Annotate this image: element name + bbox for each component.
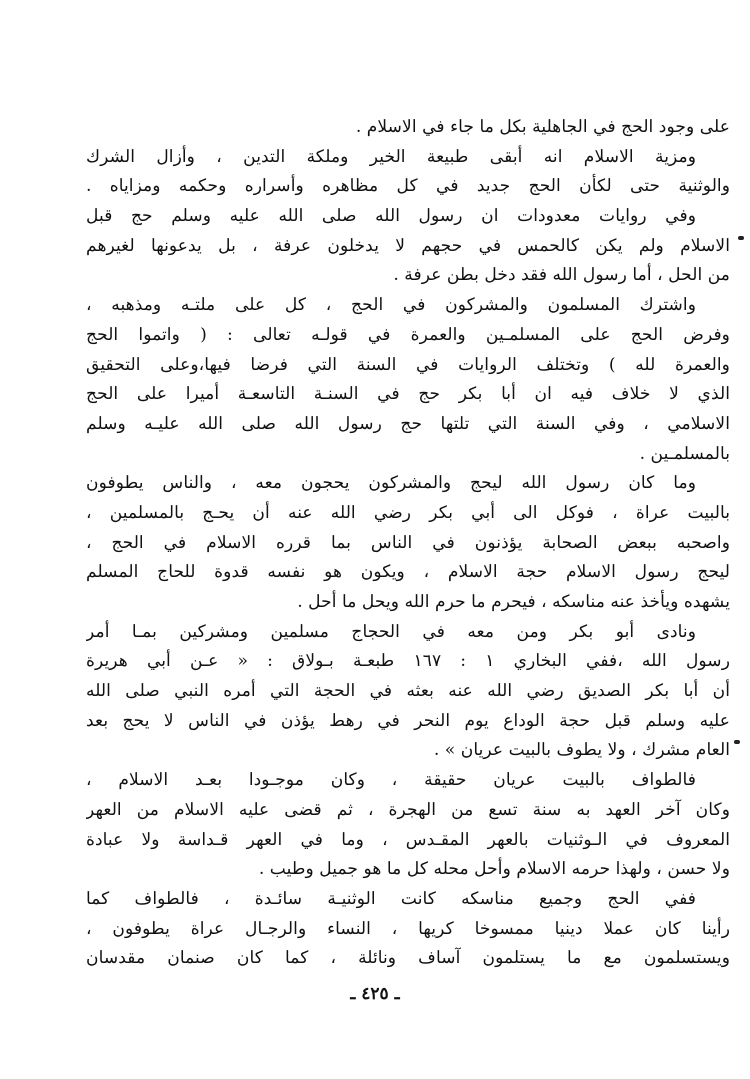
text-line: العام مشرك ، ولا يطوف بالبيت عريان » . — [433, 740, 730, 761]
text-line: عليه وسلم قبل حجة الوداع يوم النحر في رهط يؤذن في الناس لا يحج بعد — [86, 710, 730, 731]
page-number: ـ ٤٢٥ ـ — [350, 984, 400, 1004]
margin-mark — [734, 740, 740, 744]
text-line: ولا حسن ، ولهذا حرمه الاسلام وأحل محله كل ما هو جميل وطيب . — [258, 859, 730, 880]
text-line: واصحبه ببعض الصحابة يؤذنون في الناس بما قرره الاسلام في الحج ، — [86, 532, 730, 553]
text-line: ونادى أبو بكر ومن معه في الحجاج مسلمين ومشركين بمـا أمر — [86, 621, 696, 642]
text-line: ويستسلمون مع ما يستلمون آساف ونائلة ، كما كان صنمان مقدسان — [86, 948, 730, 969]
text-line: رأينا كان عملا دينيا ممسوخا كريها ، النساء والرجـال عراة يطوفون ، — [86, 918, 730, 939]
margin-mark — [738, 236, 744, 240]
text-line: بالمسلمـين . — [639, 443, 730, 464]
text-line: أن أبا بكر الصديق رضي الله عنه بعثه في الحجة التي أمره النبي صلى الله — [86, 681, 730, 702]
text-line: من الحل ، أما رسول الله فقد دخل بطن عرفة . — [393, 265, 730, 286]
text-line: والعمرة لله ) وتختلف الروايات في السنة التي فرضا فيها،وعلى التحقيق — [86, 354, 730, 375]
text-line: الذي لا خلاف فيه ان أبا بكر حج في السنـة التاسعـة أميرا على الحج — [86, 384, 730, 405]
text-line: المعروف في الـوثنيات بالعهر المقـدس ، وما في العهر قـداسة ولا عبادة — [86, 829, 730, 850]
text-line: وكان آخر العهد به سنة تسع من الهجرة ، ثم قضى عليه الاسلام من العهر — [86, 799, 730, 820]
text-line: والوثنية حتى لكأن الحج جديد في كل مظاهره وأسراره وحكمه ومزاياه . — [86, 176, 730, 197]
text-line: وفرض الحج على المسلمـين والعمرة في قولـه تعالى : ( واتموا الحج — [86, 324, 730, 345]
text-line: ومزية الاسلام انه أبقى طبيعة الخير وملكة التدين ، وأزال الشرك — [86, 146, 696, 167]
text-line: بالبيت عراة ، فوكل الى أبي بكر رضي الله عنه أن يحـج بالمسلمين ، — [86, 502, 730, 523]
text-line: وما كان رسول الله ليحج والمشركون يحجون معه ، والناس يطوفون — [86, 473, 696, 494]
text-line: الاسلام ولم يكن كالحمس في حجهم لا يدخلون عرفة ، بل يدعونها لغيرهم — [86, 235, 730, 256]
text-line: ففي الحج وجميع مناسكه كانت الوثنيـة سائـدة ، فالطواف كما — [86, 888, 696, 909]
text-line: على وجود الحج في الجاهلية بكل ما جاء في الاسلام . — [355, 117, 730, 137]
text-line: يشهده ويأخذ عنه مناسكه ، فيحرم ما حرم الله ويحل ما أحل . — [297, 592, 730, 612]
text-line: وفي روايات معدودات ان رسول الله صلى الله عليه وسلم حج قبل — [86, 206, 696, 227]
text-line: واشترك المسلمون والمشركون في الحج ، كل على ملتـه ومذهبه ، — [86, 295, 696, 316]
text-line: ليحج رسول الاسلام حجة الاسلام ، ويكون هو نفسه قدوة للحاج المسلم — [86, 562, 730, 583]
text-line: رسول الله ،ففي البخاري ١ : ١٦٧ طبعـة بـولاق : « عـن أبي هريرة — [86, 651, 730, 672]
text-line: فالطواف بالبيت عريان حقيقة ، وكان موجـودا بعـد الاسلام ، — [86, 770, 696, 791]
text-line: الاسلامي ، وفي السنة التي تلتها حج رسول الله صلى الله عليـه وسلم — [86, 413, 730, 434]
body-text — [86, 113, 730, 974]
